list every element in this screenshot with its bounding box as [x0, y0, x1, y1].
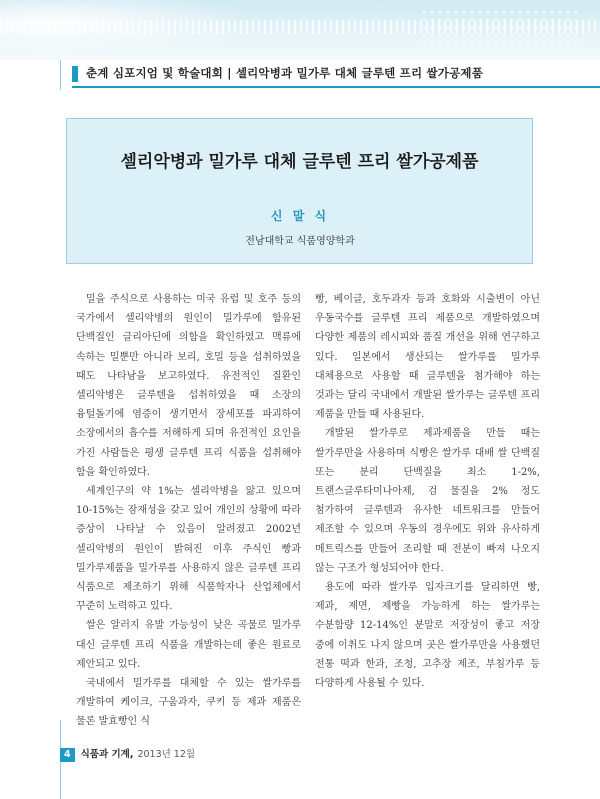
paragraph: 용도에 따라 쌀가루 입자크기를 달리하면 빵, 제과, 제면, 제빵을 가능하게 하는 쌀가루는 수분함량 12-14%인 분말로 저장성이 좋고 저장 중에 이취도 나지 않으며 곳은 쌀가루만을 사용했던 전통 떡과 한과, 조청, 고추장 제조, 부침가루 등 다양하게 사용될 수 있다.	[315, 582, 540, 690]
running-title: 춘계 심포지엄 및 학술대회 | 셀리악병과 밀가루 대체 글루텐 프리 쌀가공제품	[86, 66, 484, 80]
header-accent-bar	[72, 66, 78, 82]
author-affiliation: 전남대학교 식품영양학과	[245, 236, 355, 247]
paragraph: 밀을 주식으로 사용하는 미국 유럽 및 호주 등의 국가에서 셀리악병의 원인이 밀가루에 함유된 단백질인 글리아딘에 의함을 확인하였고 맥류에 속하는 밀뿐만 아니라 보리, 호밀 등을 섭취하였을 때도 나타남을 보고하였다. 유전적인 질환인 셀리악병은 글루텐을 섭취하였을 때 소장의 융털돌기에 염증이 생기면서 장세포를 파괴하여 소장에서의 흡수를 저해하게 되며 유전적인 요인을 가진 사람들은 평생 글루텐 프리 식품을 섭취해야 함을 확인하였다.	[76, 294, 301, 478]
paragraph: 쌀은 알러지 유발 가능성이 낮은 곡물로 밀가루 대신 글루텐 프리 식품을 개발하는데 좋은 원료로 제안되고 있다.	[76, 620, 301, 670]
issue-date: 2013년 12월	[137, 749, 196, 760]
top-banner-decoration	[0, 0, 600, 60]
body-column-right	[315, 290, 540, 693]
author-name: 신 말 식	[270, 209, 330, 223]
paragraph: 개발된 쌀가루로 제과제품을 만들 때는 쌀가루만을 사용하며 식빵은 쌀가루 대배 쌀 단백질 또는 분리 단백질을 최소 1-2%, 트랜스글루타미나아제, 검 물질을 2% 정도 첨가하여 글루텐과 유사한 네트워크를 만들어 제조할 수 있으며 우동의 경우에도 위와 유사하게 메트릭스를 만들어 조리할 때 전분이 빠져 나오지 않는 구조가 형성되어야 한다.	[315, 428, 540, 574]
body-column-left	[76, 290, 301, 732]
running-header	[0, 64, 600, 84]
paragraph: 빵, 베이글, 호두과자 등과 호화와 시출변이 아닌 우동국수를 글루텐 프리 제품으로 개발하였으며 다양한 제품의 레시피와 품질 개선을 위해 연구하고 있다. 일본에서 생산되는 쌀가루를 밀가루 대체용으로 사용할 때 글루텐을 첨가해야 하는 것과는 달리 국내에서 개발된 쌀가루는 글루텐 프리 제품을 만들 때 사용된다.	[315, 294, 540, 421]
magazine-name: 식품과 기계,	[80, 749, 134, 760]
paragraph: 국내에서 밀가루를 대체할 수 있는 쌀가루를 개발하여 케이크, 구움과자, 쿠키 등 제과 제품은 물론 발효빵인 식	[76, 678, 301, 728]
header-rule	[72, 86, 600, 88]
article-title: 셀리악병과 밀가루 대체 글루텐 프리 쌀가공제품	[120, 152, 479, 172]
page-number: 4	[60, 748, 75, 762]
paragraph: 세계인구의 약 1%는 셀리악병을 앓고 있으며 10-15%는 잠재성을 갖고 있어 개인의 상황에 따라 증상이 나타날 수 있음이 알려졌고 2002년 셀리악병의 원인이 밝혀진 이후 주식인 빵과 밀가루제품을 밀가루를 사용하지 않은 글루텐 프리 식품으로 제조하기 위해 식품학자나 산업체에서 꾸준히 노력하고 있다.	[76, 486, 301, 613]
page-footer	[60, 746, 195, 760]
